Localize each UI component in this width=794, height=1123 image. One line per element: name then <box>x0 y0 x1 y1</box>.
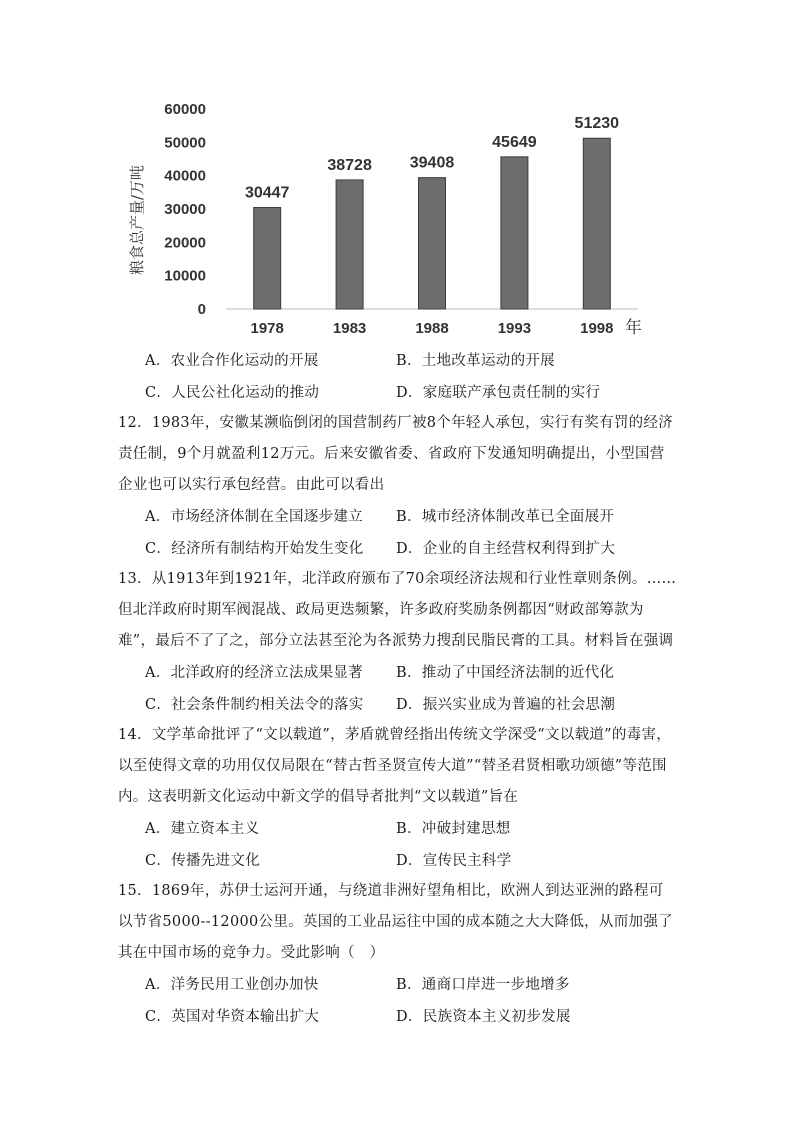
q15-option-b[interactable] <box>396 975 570 995</box>
bar <box>419 178 446 309</box>
option-letter: D． <box>396 541 423 557</box>
q12-option-c[interactable] <box>145 539 364 559</box>
y-tick-label: 40000 <box>164 167 206 185</box>
q13-option-c[interactable] <box>145 695 364 715</box>
x-tick-label: 1998 <box>580 320 614 337</box>
q12-option-d[interactable] <box>396 539 615 559</box>
option-text: 冲破封建思想 <box>421 821 511 837</box>
bar-value-label: 38728 <box>327 156 372 174</box>
q11-option-d[interactable] <box>396 383 600 403</box>
q14-option-a[interactable] <box>145 819 259 839</box>
q11-option-b[interactable] <box>396 351 555 371</box>
option-text: 土地改革运动的开展 <box>421 353 555 369</box>
option-letter: B． <box>396 353 422 369</box>
q13-stem: 13．从1913年到1921年，北洋政府颁布了70余项经济法规和行业性章则条例。……但北洋政府时期军阀混战、政局更迭频繁，许多政府奖励条例都因“财政部筹款为难”，最后不了了之，部分立法甚至沦为各派势力搜刮民脂民膏的工具。材料旨在强调 <box>118 571 677 649</box>
option-letter: D． <box>396 1009 423 1025</box>
bar-value-label: 30447 <box>244 184 290 202</box>
y-axis-label: 粮食总产量/万吨 <box>128 164 146 276</box>
option-letter: D． <box>396 853 423 869</box>
q15-option-c[interactable] <box>145 1007 319 1027</box>
option-letter: B． <box>396 821 422 837</box>
q15-stem: 15．1869年，苏伊士运河开通，与绕道非洲好望角相比，欧洲人到达亚洲的路程可以节省5000--12000公里。英国的工业品运往中国的成本随之大大降低，从而加强了其在中国市场的竞争力。受此影响（ ） <box>118 883 673 961</box>
y-tick-label: 0 <box>197 301 206 318</box>
option-letter: D． <box>396 697 423 713</box>
x-axis-unit: 年 <box>625 318 642 338</box>
y-axis-ticks <box>164 101 206 318</box>
x-tick-label: 1978 <box>250 320 284 337</box>
option-text: 英国对华资本输出扩大 <box>171 1009 320 1025</box>
option-letter: C． <box>145 541 172 557</box>
option-text: 北洋政府的经济立法成果显著 <box>170 665 363 681</box>
option-text: 家庭联产承包责任制的实行 <box>422 385 601 401</box>
x-tick-label: 1988 <box>415 320 449 337</box>
option-text: 建立资本主义 <box>170 821 260 837</box>
bar-value-label: 51230 <box>574 115 620 133</box>
option-text: 洋务民用工业创办加快 <box>170 977 319 993</box>
y-tick-label: 60000 <box>164 101 206 118</box>
option-text: 通商口岸进一步地增多 <box>421 977 570 993</box>
bar-value-label: 45649 <box>492 133 537 151</box>
q15-option-a[interactable] <box>145 975 319 995</box>
x-tick-label: 1993 <box>497 320 532 337</box>
option-text: 民族资本主义初步发展 <box>422 1009 571 1025</box>
bar <box>501 157 528 309</box>
option-text: 企业的自主经营权利得到扩大 <box>422 541 616 557</box>
grain-output-bar-chart <box>120 95 660 345</box>
bar <box>336 180 363 309</box>
option-letter: A． <box>145 977 171 993</box>
q12-stem: 12．1983年，安徽某濒临倒闭的国营制药厂被8个年轻人承包，实行有奖有罚的经济责任制，9个月就盈利12万元。后来安徽省委、省政府下发通知明确提出，小型国营企业也可以实行承包经营。由此可以看出 <box>118 415 674 493</box>
bar <box>583 138 610 309</box>
q11-option-a[interactable] <box>145 351 319 371</box>
option-text: 城市经济体制改革已全面展开 <box>421 509 615 525</box>
option-letter: A． <box>145 509 171 525</box>
bar-value-label: 39408 <box>409 154 455 172</box>
q15-option-d[interactable] <box>396 1007 571 1027</box>
option-letter: A． <box>145 665 171 681</box>
x-axis-ticks <box>251 320 614 337</box>
option-text: 经济所有制结构开始发生变化 <box>171 541 364 557</box>
option-text: 宣传民主科学 <box>422 853 512 869</box>
option-letter: A． <box>145 353 171 369</box>
q14-option-b[interactable] <box>396 819 511 839</box>
option-letter: C． <box>145 697 172 713</box>
option-text: 振兴实业成为普遍的社会思潮 <box>422 697 616 713</box>
q13-option-b[interactable] <box>396 663 614 683</box>
q14-option-c[interactable] <box>145 851 260 871</box>
option-text: 市场经济体制在全国逐步建立 <box>170 509 363 525</box>
q12-option-b[interactable] <box>396 507 614 527</box>
y-tick-label: 30000 <box>164 201 206 218</box>
option-text: 推动了中国经济法制的近代化 <box>421 665 615 681</box>
y-tick-label: 50000 <box>164 134 206 152</box>
option-letter: B． <box>396 509 422 525</box>
q13-option-a[interactable] <box>145 663 363 683</box>
option-letter: B． <box>396 977 422 993</box>
option-letter: D． <box>396 385 423 401</box>
option-letter: C． <box>145 385 172 401</box>
q12-option-a[interactable] <box>145 507 363 527</box>
option-text: 社会条件制约相关法令的落实 <box>171 697 364 713</box>
y-tick-label: 10000 <box>164 267 206 285</box>
option-text: 农业合作化运动的开展 <box>170 353 319 369</box>
q11-option-c[interactable] <box>145 383 319 403</box>
option-text: 传播先进文化 <box>171 853 261 869</box>
option-letter: C． <box>145 853 172 869</box>
q14-stem: 14．文学革命批评了“文以载道”，茅盾就曾经指出传统文学深受“文以载道”的毒害，以至使得文章的功用仅仅局限在“替古哲圣贤宣传大道”“替圣君贤相歌功颂德”等范围内。这表明新文化运动中新文学的倡导者批判“文以载道”旨在 <box>118 727 672 805</box>
option-letter: C． <box>145 1009 172 1025</box>
q14-option-d[interactable] <box>396 851 512 871</box>
option-text: 人民公社化运动的推动 <box>171 385 320 401</box>
x-tick-label: 1983 <box>332 320 367 337</box>
y-tick-label: 20000 <box>164 234 206 252</box>
option-letter: B． <box>396 665 422 681</box>
option-letter: A． <box>145 821 171 837</box>
q13-option-d[interactable] <box>396 695 615 715</box>
bar <box>254 208 281 309</box>
